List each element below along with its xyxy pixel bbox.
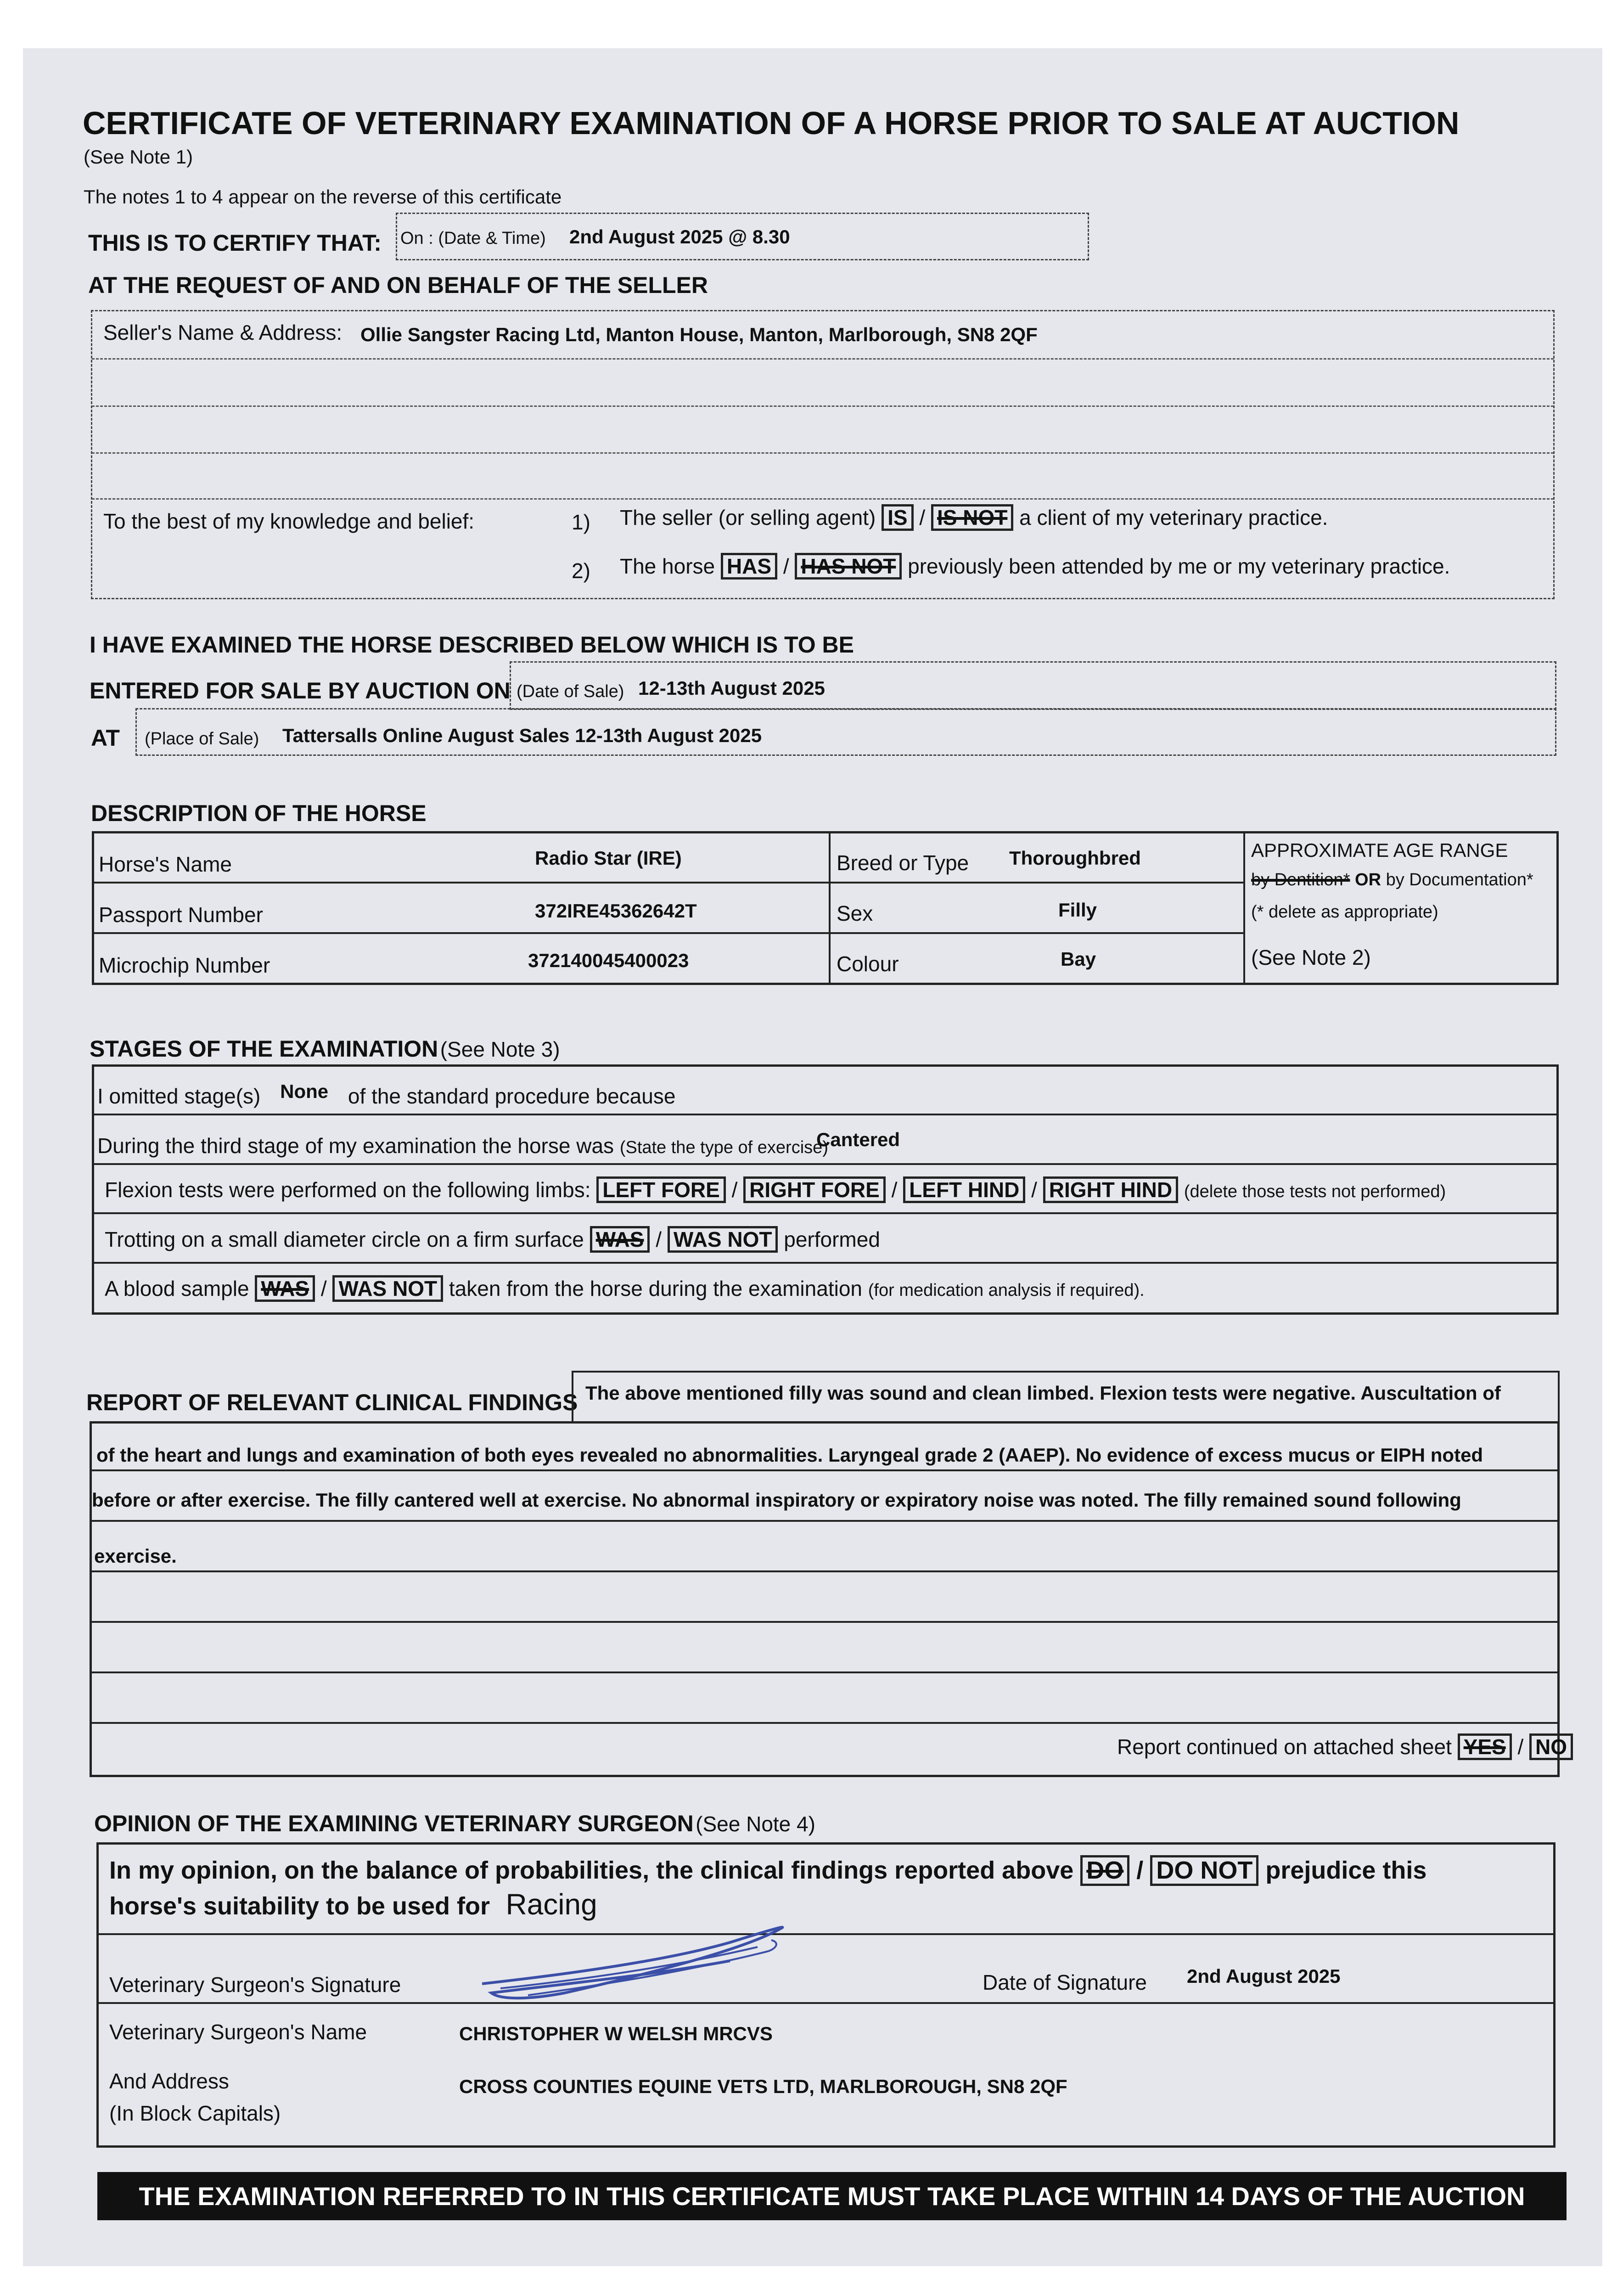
stages-title: STAGES OF THE EXAMINATION [90,1036,438,1062]
microchip-label: Microchip Number [99,953,270,977]
third-stage-label: During the third stage of my examination the horse was [97,1134,614,1158]
trotting-post: performed [784,1227,880,1251]
examined-line: I HAVE EXAMINED THE HORSE DESCRIBED BELOW WHICH IS TO BE [90,632,854,658]
description-title: DESCRIPTION OF THE HORSE [91,800,427,826]
continued-yes-option[interactable]: YES [1458,1733,1512,1760]
is-option[interactable]: IS [882,504,913,531]
age-see-note: (See Note 2) [1251,945,1371,969]
sex-value[interactable]: Filly [1058,899,1097,921]
date-of-sale-label: (Date of Sale) [517,682,624,701]
knowledge-label: To the best of my knowledge and belief: [103,509,475,533]
third-stage-row [97,1133,828,1158]
colour-label: Colour [837,952,899,976]
findings-line-4[interactable]: exercise. [94,1545,177,1567]
flexion-label: Flexion tests were performed on the following limbs: [105,1178,591,1202]
blood-was-not-option[interactable]: WAS NOT [332,1275,443,1302]
blood-post: taken from the horse during the examination [449,1277,862,1300]
continued-row [1117,1733,1573,1760]
breed-label: Breed or Type [837,851,969,875]
on-value: 2nd August 2025 @ 8.30 [569,226,790,248]
do-not-option[interactable]: DO NOT [1150,1855,1258,1886]
separator: / [320,1277,327,1300]
at-label: AT [91,725,120,751]
opinion-text-post: prejudice this [1265,1857,1427,1884]
left-hind-option[interactable]: LEFT HIND [903,1176,1025,1203]
breed-value[interactable]: Thoroughbred [1009,847,1141,869]
statement-1-post: a client of my veterinary practice. [1019,506,1328,529]
opinion-text [109,1855,1426,1886]
horse-name-label: Horse's Name [99,852,232,876]
age-delete-note: (* delete as appropriate) [1251,902,1438,922]
address-label: And Address [109,2069,229,2093]
statement-2-post: previously been attended by me or my veterinary practice. [908,554,1450,578]
blood-row [105,1275,1145,1302]
statement-1-number: 1) [572,510,590,534]
see-note-1: (See Note 1) [84,146,193,168]
entered-label: ENTERED FOR SALE BY AUCTION ON [90,678,511,703]
third-stage-note: (State the type of exercise) [619,1138,828,1157]
seller-line-2[interactable] [96,363,1547,402]
separator: / [1136,1857,1144,1884]
flexion-note: (delete those tests not performed) [1184,1182,1446,1201]
by-documentation-option[interactable]: by Documentation* [1386,870,1533,889]
by-dentition-option[interactable]: by Dentition* [1251,870,1350,889]
intended-use-value[interactable]: Racing [505,1888,597,1921]
statement-2-pre: The horse [620,554,715,578]
left-fore-option[interactable]: LEFT FORE [596,1176,726,1203]
opinion-text-pre: In my opinion, on the balance of probabilities, the clinical findings reported above [109,1857,1074,1884]
horse-name-value[interactable]: Radio Star (IRE) [535,847,682,869]
blood-was-option[interactable]: WAS [255,1275,315,1302]
omitted-row [97,1080,676,1109]
findings-blank-line[interactable] [92,1623,1556,1669]
separator: / [731,1178,738,1202]
has-option[interactable]: HAS [721,553,777,580]
signature-image [473,1915,803,2007]
address-label-2: (In Block Capitals) [109,2101,281,2125]
seller-line-3[interactable] [96,410,1547,449]
findings-line-1[interactable]: The above mentioned filly was sound and clean limbed. Flexion tests were negative. Auscultation of [585,1382,1501,1404]
statement-2 [620,553,1450,580]
trot-was-not-option[interactable]: WAS NOT [668,1226,778,1253]
seller-name-label: Seller's Name & Address: [103,321,343,344]
stages-title-note: (See Note 3) [440,1037,560,1061]
seller-name-value[interactable]: Ollie Sangster Racing Ltd, Manton House, Manton, Marlborough, SN8 2QF [360,324,1038,345]
seller-line-4[interactable] [96,457,1547,496]
third-stage-value[interactable]: Cantered [816,1129,900,1150]
passport-value[interactable]: 372IRE45362642T [535,900,697,922]
trotting-row [105,1226,880,1253]
findings-blank-line[interactable] [92,1674,1556,1720]
date-of-signature-value[interactable]: 2nd August 2025 [1187,1965,1341,1987]
place-of-sale-value: Tattersalls Online August Sales 12-13th August 2025 [282,725,762,746]
place-of-sale-label: (Place of Sale) [145,729,259,748]
omitted-post: of the standard procedure because [348,1084,676,1108]
microchip-value[interactable]: 372140045400023 [528,950,689,971]
separator: / [891,1178,898,1202]
flexion-row [105,1176,1446,1203]
request-label: AT THE REQUEST OF AND ON BEHALF OF THE SELLER [88,272,708,298]
blood-pre: A blood sample [105,1277,249,1300]
findings-line-2[interactable]: of the heart and lungs and examination of both eyes revealed no abnormalities. Laryngeal grade 2 (AAEP). No evidence of excess mucus or EIPH noted [96,1444,1483,1466]
trotting-pre: Trotting on a small diameter circle on a firm surface [105,1227,584,1251]
omitted-value[interactable]: None [280,1080,329,1102]
separator: / [919,506,926,529]
omitted-pre: I omitted stage(s) [97,1084,261,1108]
statement-1 [620,504,1328,531]
date-of-signature-label: Date of Signature [983,1970,1147,1994]
blood-note: (for medication analysis if required). [868,1281,1145,1300]
continued-no-option[interactable]: NO [1529,1733,1573,1760]
address-value[interactable]: CROSS COUNTIES EQUINE VETS LTD, MARLBOROUGH, SN8 2QF [459,2076,1067,2097]
page-title: CERTIFICATE OF VETERINARY EXAMINATION OF A HORSE PRIOR TO SALE AT AUCTION [83,105,1460,141]
separator: / [1517,1735,1524,1759]
findings-blank-line[interactable] [92,1573,1556,1619]
do-option[interactable]: DO [1080,1855,1129,1886]
vet-name-label: Veterinary Surgeon's Name [109,2020,367,2044]
right-hind-option[interactable]: RIGHT HIND [1043,1176,1178,1203]
has-not-option[interactable]: HAS NOT [795,553,902,580]
age-method [1251,870,1533,890]
notes-line: The notes 1 to 4 appear on the reverse of this certificate [84,186,562,208]
certify-label: THIS IS TO CERTIFY THAT: [88,230,382,256]
separator: / [783,554,789,578]
signature-label: Veterinary Surgeon's Signature [109,1973,401,1997]
statement-2-number: 2) [572,559,590,583]
findings-title: REPORT OF RELEVANT CLINICAL FINDINGS [86,1390,578,1415]
right-fore-option[interactable]: RIGHT FORE [743,1176,886,1203]
trot-was-option[interactable]: WAS [590,1226,650,1253]
stages-title-row [90,1035,560,1062]
opinion-title: OPINION OF THE EXAMINING VETERINARY SURGEON [94,1811,694,1836]
vet-name-value[interactable]: CHRISTOPHER W WELSH MRCVS [459,2023,773,2044]
continued-label: Report continued on attached sheet [1117,1735,1452,1759]
or-label: OR [1355,870,1382,889]
suitability-label: horse's suitability to be used for [109,1892,490,1920]
statement-1-pre: The seller (or selling agent) [620,506,876,529]
opinion-title-row [94,1810,815,1837]
footer-banner: THE EXAMINATION REFERRED TO IN THIS CERTIFICATE MUST TAKE PLACE WITHIN 14 DAYS OF THE AUCTION [97,2172,1567,2220]
separator: / [1031,1178,1037,1202]
age-range-title: APPROXIMATE AGE RANGE [1251,839,1508,861]
date-of-sale-value: 12-13th August 2025 [638,677,825,699]
sex-label: Sex [837,901,873,925]
on-label: On : (Date & Time) [400,229,546,248]
opinion-title-note: (See Note 4) [696,1812,815,1836]
is-not-option[interactable]: IS NOT [931,504,1013,531]
colour-value[interactable]: Bay [1061,948,1096,970]
passport-label: Passport Number [99,903,263,927]
findings-line-3[interactable]: before or after exercise. The filly cantered well at exercise. No abnormal inspiratory or expiratory noise was noted. The filly remained sound following [92,1489,1461,1511]
separator: / [656,1227,662,1251]
